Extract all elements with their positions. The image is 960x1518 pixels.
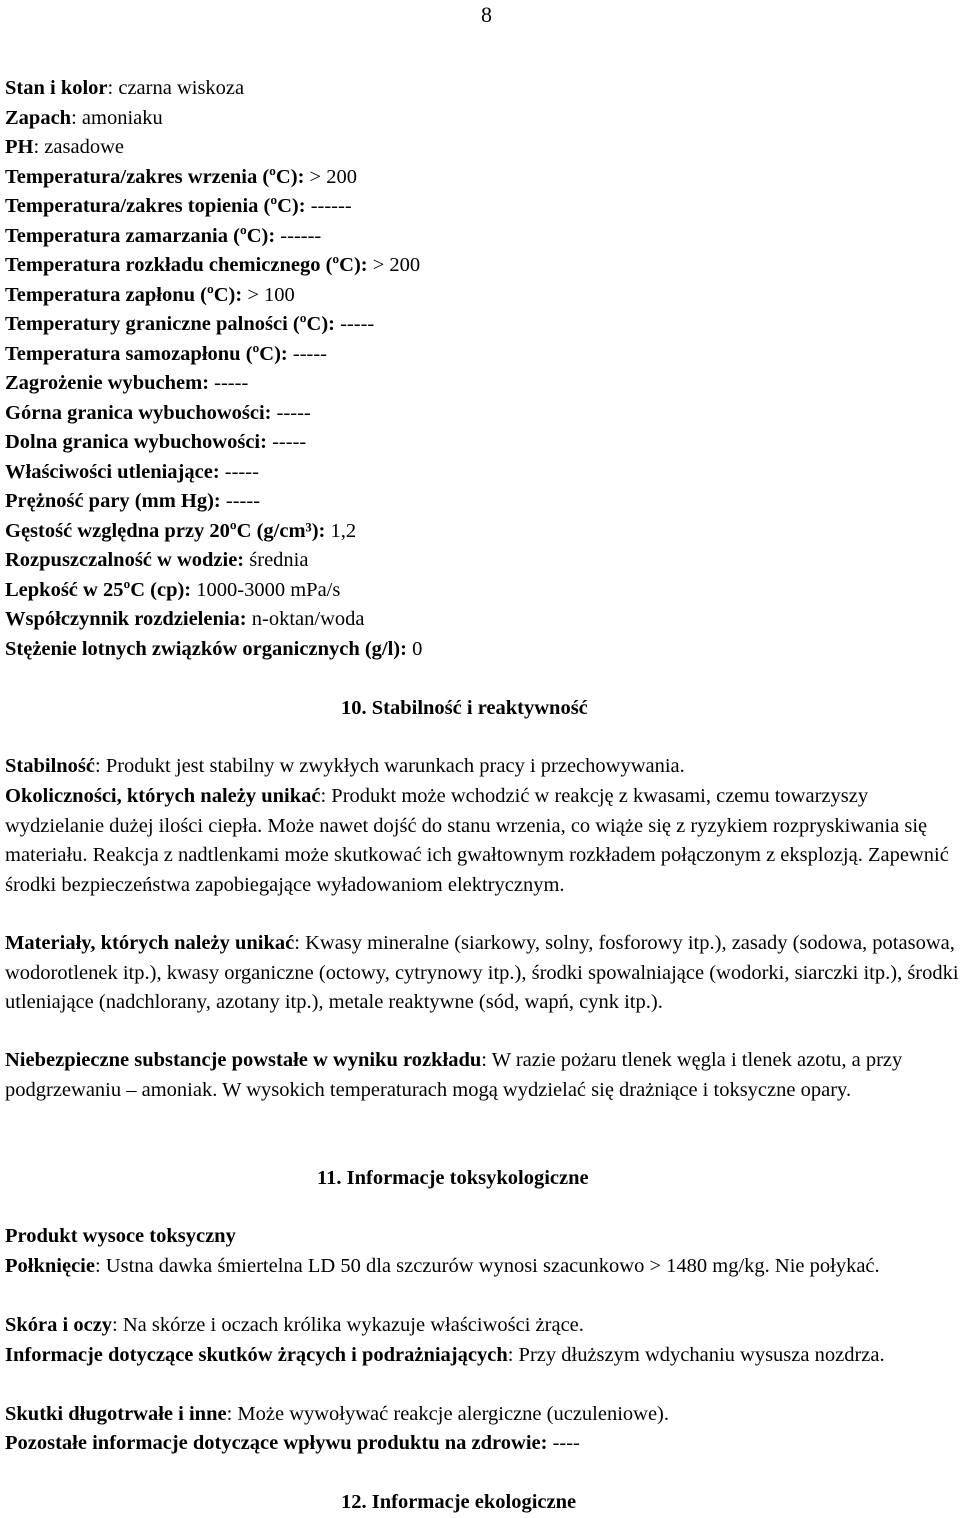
paragraph-text: : Może wywoływać reakcje alergiczne (uczuleniowe). xyxy=(226,1403,670,1425)
property-line xyxy=(5,76,244,100)
property-line xyxy=(5,312,374,336)
section-11-paragraph xyxy=(5,1400,960,1430)
property-value: 0 xyxy=(406,637,423,660)
section-10-paragraph xyxy=(5,782,960,900)
property-label: PH xyxy=(5,136,34,158)
property-line xyxy=(5,165,357,189)
section-10-paragraph xyxy=(5,752,960,782)
property-line xyxy=(5,607,365,631)
property-value: > 200 xyxy=(367,254,421,276)
property-label: Prężność pary (mm Hg): xyxy=(5,490,221,512)
section-12-heading: 12. Informacje ekologiczne xyxy=(341,1491,577,1513)
property-value: : amoniaku xyxy=(71,106,163,129)
property-value: ----- xyxy=(219,460,259,483)
property-line xyxy=(5,401,311,425)
paragraph-text: : Produkt jest stabilny w zwykłych warunkach pracy i przechowywania. xyxy=(95,755,685,777)
property-label: Stan i kolor xyxy=(5,77,108,99)
paragraph-label: Połknięcie xyxy=(5,1255,95,1277)
section-11-paragraph xyxy=(5,1252,960,1282)
property-value: ----- xyxy=(287,342,328,365)
property-line xyxy=(5,519,356,543)
paragraph-text: : W razie pożaru tlenek węgla i tlenek azotu, a przy podgrzewaniu – amoniak. W wysokich temperaturach mogą wydzielać się drażniące i toksyczne opary. xyxy=(5,1049,903,1101)
property-label: Dolna granica wybuchowości: xyxy=(5,431,267,453)
property-value: : zasadowe xyxy=(33,136,124,158)
section-11-heading: 11. Informacje toksykologiczne xyxy=(317,1167,589,1189)
property-value: : czarna wiskoza xyxy=(107,77,245,99)
property-label: Lepkość w 25ºC (cp): xyxy=(5,578,192,601)
property-label: Temperatura zapłonu (ºC): xyxy=(5,283,243,306)
page-number: 8 xyxy=(481,2,492,27)
paragraph-label: Stabilność xyxy=(5,755,95,777)
property-line xyxy=(5,430,306,454)
property-line xyxy=(5,253,420,277)
paragraph-label: Informacje dotyczące skutków żrących i podrażniających xyxy=(5,1344,508,1366)
property-value: n-oktan/woda xyxy=(246,608,365,630)
property-line xyxy=(5,578,340,602)
property-value: ------ xyxy=(275,224,322,247)
property-value: średnia xyxy=(244,549,309,571)
property-line xyxy=(5,548,308,572)
property-line xyxy=(5,283,295,307)
paragraph-text: : Przy dłuższym wdychaniu wysusza nozdrza. xyxy=(507,1344,885,1366)
section-10-paragraph xyxy=(5,1046,960,1105)
property-line xyxy=(5,489,260,513)
property-label: Zapach xyxy=(5,106,72,129)
section-11-paragraph xyxy=(5,1311,960,1341)
property-value: ----- xyxy=(266,431,307,453)
property-label: Temperatura/zakres wrzenia (ºC): xyxy=(5,165,305,188)
property-value: 1000-3000 mPa/s xyxy=(191,578,341,601)
paragraph-text: : Kwasy mineralne (siarkowy, solny, fosforowy itp.), zasady (sodowa, potasowa, wodorotlenek itp.), kwasy organiczne (octowy, cytrynowy itp.), środki spowalniające (wodorki, siarczki itp.), środki utleniające (nadchlorany, azotany itp.), metale reaktywne (sód, wapń, cynk itp.). xyxy=(5,932,959,1013)
subheading-text: Produkt wysoce toksyczny xyxy=(5,1225,236,1247)
property-value: ----- xyxy=(334,313,375,335)
paragraph-label: Skóra i oczy xyxy=(5,1314,113,1336)
property-label: Zagrożenie wybuchem: xyxy=(5,372,210,394)
property-label: Temperatura rozkładu chemicznego (ºC): xyxy=(5,254,368,276)
section-11-paragraph xyxy=(5,1341,960,1371)
property-label: Temperatura samozapłonu (ºC): xyxy=(5,342,288,365)
property-line xyxy=(5,637,422,661)
property-line xyxy=(5,194,352,218)
section-10-paragraph xyxy=(5,929,960,1018)
section-11-paragraph xyxy=(5,1429,960,1459)
property-label: Temperatura zamarzania (ºC): xyxy=(5,224,276,247)
property-label: Współczynnik rozdzielenia: xyxy=(5,608,247,630)
paragraph-text: : Na skórze i oczach królika wykazuje właściwości żrące. xyxy=(112,1314,584,1336)
property-value: ------ xyxy=(305,195,352,217)
property-line xyxy=(5,224,321,248)
property-label: Temperatury graniczne palności (ºC): xyxy=(5,313,335,335)
property-line xyxy=(5,135,124,159)
paragraph-label: Okoliczności, których należy unikać xyxy=(5,785,321,807)
paragraph-text: : Ustna dawka śmiertelna LD 50 dla szczurów wynosi szacunkowo > 1480 mg/kg. Nie połykać. xyxy=(94,1255,880,1277)
property-value: ----- xyxy=(209,372,249,394)
property-line xyxy=(5,106,163,130)
property-label: Gęstość względna przy 20ºC (g/cm³): xyxy=(5,519,326,542)
section-10-heading: 10. Stabilność i reaktywność xyxy=(341,697,588,719)
property-value: > 100 xyxy=(242,283,295,306)
paragraph-text: : Produkt może wchodzić w reakcję z kwasami, czemu towarzyszy wydzielanie dużej ilości ciepła. Może nawet dojść do stanu wrzenia, co wiąże się z ryzykiem rozpryskiwania się materiału. Reakcja z nadtlenkami może skutkować ich gwałtownym rozkładem połączonym z eksplozją. Zapewnić środki bezpieczeństwa zapobiegające wyładowaniom elektrycznym. xyxy=(5,785,949,896)
paragraph-label: Materiały, których należy unikać xyxy=(5,932,295,954)
paragraph-label: Pozostałe informacje dotyczące wpływu produktu na zdrowie: xyxy=(5,1432,548,1454)
property-value: 1,2 xyxy=(325,519,357,542)
property-label: Temperatura/zakres topienia (ºC): xyxy=(5,195,306,217)
paragraph-label: Niebezpieczne substancje powstałe w wyniku rozkładu xyxy=(5,1049,482,1071)
property-label: Rozpuszczalność w wodzie: xyxy=(5,549,245,571)
property-value: ----- xyxy=(220,490,261,512)
paragraph-label: Skutki długotrwałe i inne xyxy=(5,1403,227,1425)
section-11-subheading xyxy=(5,1222,960,1252)
property-label: Stężenie lotnych związków organicznych (g/l): xyxy=(5,637,407,660)
property-line xyxy=(5,342,327,366)
property-label: Właściwości utleniające: xyxy=(5,460,220,483)
property-value: > 200 xyxy=(304,165,357,188)
property-line xyxy=(5,371,248,395)
property-label: Górna granica wybuchowości: xyxy=(5,401,272,424)
property-line xyxy=(5,460,259,484)
property-value: ----- xyxy=(271,401,311,424)
paragraph-text: ---- xyxy=(547,1432,580,1454)
